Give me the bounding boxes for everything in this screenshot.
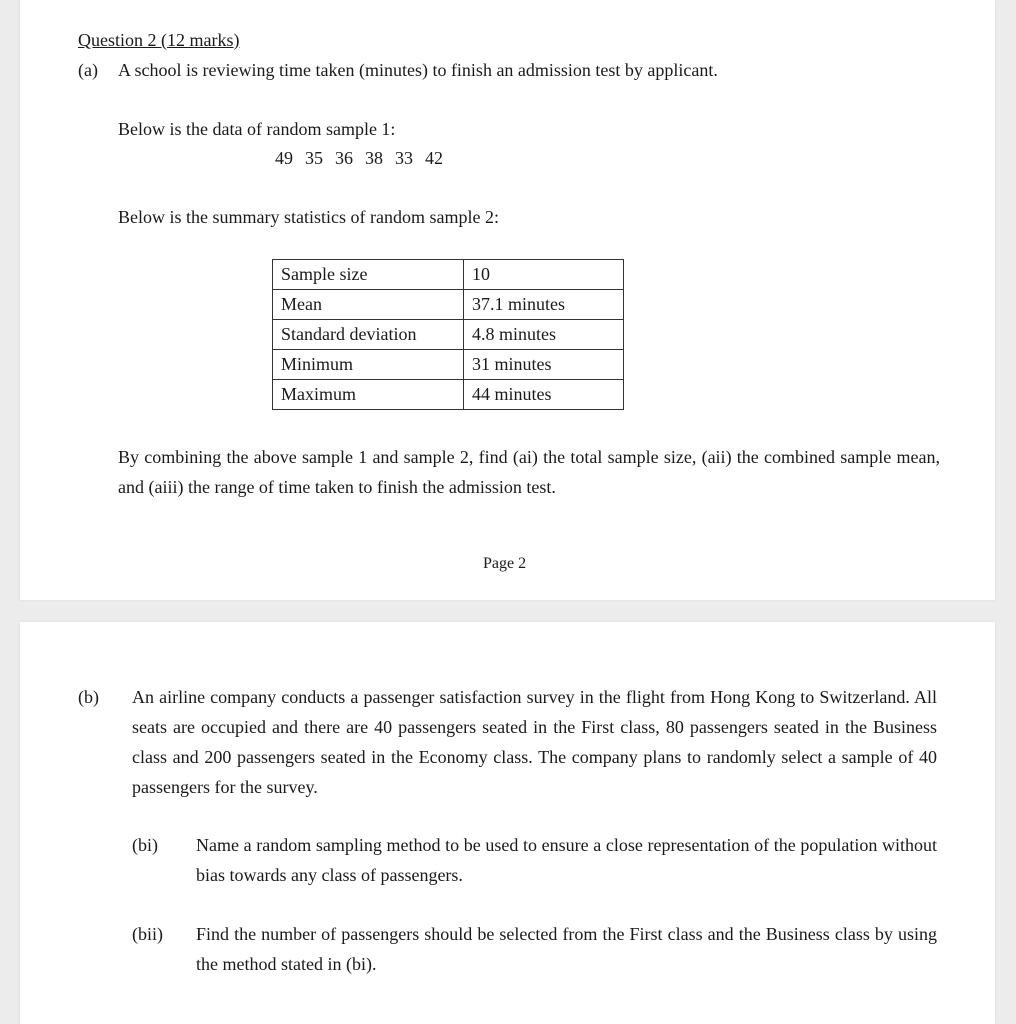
document-page-1 — [20, 0, 995, 600]
sample1-value: 49 — [275, 148, 293, 168]
table-cell-label: Standard deviation — [273, 320, 464, 350]
part-a-intro: A school is reviewing time taken (minutes) to finish an admission test by applicant. — [118, 60, 718, 80]
part-bi-text: Name a random sampling method to be used to ensure a close representation of the population without bias towards any class of passengers. — [196, 835, 937, 885]
table-cell-label: Minimum — [273, 350, 464, 380]
sample1-value: 33 — [395, 148, 413, 168]
table-cell-value: 31 minutes — [464, 350, 624, 380]
question-title: Question 2 (12 marks) — [78, 30, 240, 50]
table-row — [273, 320, 624, 350]
table-cell-label: Maximum — [273, 380, 464, 410]
table-cell-value: 10 — [464, 260, 624, 290]
document-page-2 — [20, 622, 995, 1024]
table-row — [273, 290, 624, 320]
part-a-label: (a) — [78, 60, 98, 80]
table-row — [273, 380, 624, 410]
table-row — [273, 350, 624, 380]
part-bi-label: (bi) — [132, 835, 158, 855]
part-bii-text: Find the number of passengers should be selected from the First class and the Business class by using the method stated in (bi). — [196, 924, 937, 974]
table-cell-value: 37.1 minutes — [464, 290, 624, 320]
part-b-label: (b) — [78, 687, 99, 707]
sample2-intro: Below is the summary statistics of random sample 2: — [118, 207, 499, 227]
sample1-value: 42 — [425, 148, 443, 168]
part-b-text: An airline company conducts a passenger satisfaction survey in the flight from Hong Kong to Switzerland. All seats are occupied and there are 40 passengers seated in the First class, 80 passengers seated in the Business class and 200 passengers seated in the Economy class. The company plans to randomly select a sample of 40 passengers for the survey. — [132, 687, 937, 797]
table-cell-value: 4.8 minutes — [464, 320, 624, 350]
part-bii-label: (bii) — [132, 924, 163, 944]
table-row — [273, 260, 624, 290]
sample1-value: 35 — [305, 148, 323, 168]
table-cell-value: 44 minutes — [464, 380, 624, 410]
table-cell-label: Mean — [273, 290, 464, 320]
sample1-value: 36 — [335, 148, 353, 168]
summary-statistics-table — [272, 259, 624, 410]
page-number: Page 2 — [483, 555, 527, 572]
sample1-value: 38 — [365, 148, 383, 168]
sample1-intro: Below is the data of random sample 1: — [118, 119, 396, 139]
sample1-values — [275, 147, 455, 169]
part-a-question: By combining the above sample 1 and sample 2, find (ai) the total sample size, (aii) the combined sample mean, and (aiii) the range of time taken to finish the admission test. — [118, 447, 940, 497]
table-cell-label: Sample size — [273, 260, 464, 290]
